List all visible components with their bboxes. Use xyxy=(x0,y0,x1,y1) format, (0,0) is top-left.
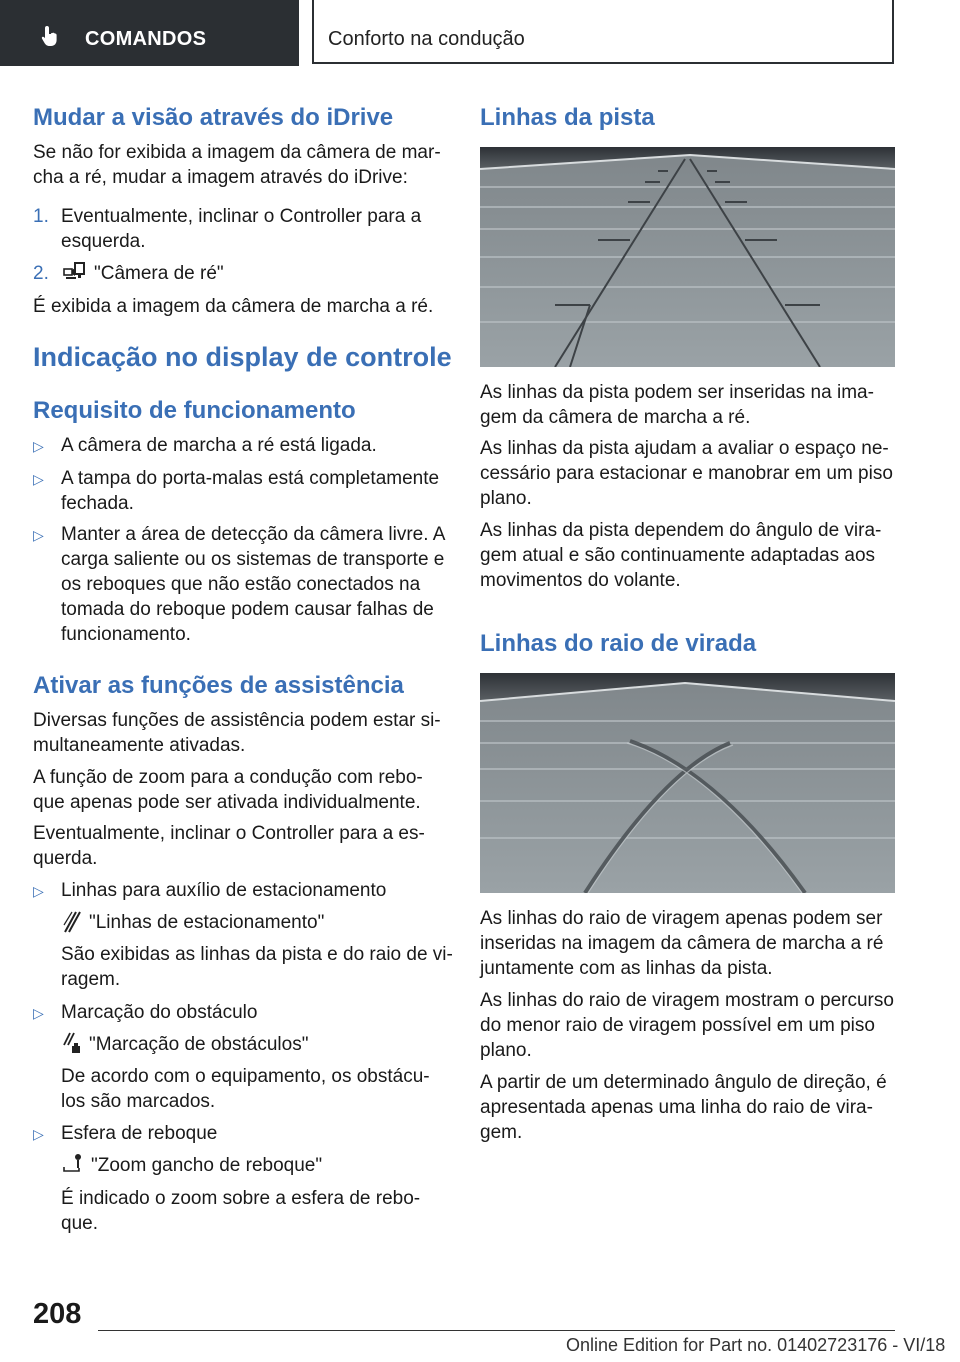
page-number: 208 xyxy=(33,1298,82,1330)
f3-desc-line-2: que. xyxy=(61,1213,98,1234)
assist-line-2: multaneamente ativadas. xyxy=(33,735,246,756)
req-3-line-4: tomada do reboque podem causar falhas de xyxy=(61,599,434,620)
tab-section-label: Conforto na condução xyxy=(328,28,525,50)
req-2-line-1: A tampa do porta-malas está completamente xyxy=(61,468,440,489)
r-p3-line-3: movimentos do volante. xyxy=(480,570,681,591)
r-p2-line-1: As linhas da pista ajudam a avaliar o espaço ne- xyxy=(480,438,889,459)
bullet-triangle-icon: ▷ xyxy=(33,1126,44,1142)
f2-desc-line-2: los são marcados. xyxy=(61,1091,216,1112)
heading-turning-radius: Linhas do raio de virada xyxy=(480,630,757,657)
heading-activate-assist: Ativar as funções de assistência xyxy=(33,672,404,699)
f2-menu: "Marcação de obstáculos" xyxy=(89,1034,309,1055)
req-3-line-3: os reboques que não estão conectados na xyxy=(61,574,421,595)
f1-menu: "Linhas de estacionamento" xyxy=(89,912,325,933)
heading-display-indication: Indicação no display de controle xyxy=(33,342,452,372)
r-p2-line-2: cessário para estacionar e manobrar em um piso xyxy=(480,463,893,484)
f1-desc-line-2: ragem. xyxy=(61,969,121,990)
turning-radius-figure xyxy=(480,673,895,893)
tilt-line-2: querda. xyxy=(33,848,98,869)
step-2-number: 2. xyxy=(33,263,49,284)
f3-desc-line-1: É indicado o zoom sobre a esfera de rebo- xyxy=(61,1188,421,1209)
hand-pointer-icon xyxy=(38,24,62,48)
req-3-line-1: Manter a área de detecção da câmera livre. A xyxy=(61,524,446,545)
r-p3-line-1: As linhas da pista dependem do ângulo de vira- xyxy=(480,520,882,541)
tab-section[interactable] xyxy=(312,0,894,64)
assist-line-1: Diversas funções de assistência podem estar si- xyxy=(33,710,441,731)
f3-menu: "Zoom gancho de reboque" xyxy=(91,1155,323,1176)
footer-edition: Online Edition for Part no. 01402723176 - VI/18 xyxy=(566,1335,946,1355)
f2-desc-line-1: De acordo com o equipamento, os obstácu- xyxy=(61,1066,430,1087)
page-header xyxy=(0,0,960,66)
heading-change-view: Mudar a visão através do iDrive xyxy=(33,104,394,131)
zoom-line-2: que apenas pode ser ativada individualmente. xyxy=(33,792,421,813)
r-p2-line-3: plano. xyxy=(480,488,532,509)
tilt-line-1: Eventualmente, inclinar o Controller para a es- xyxy=(33,823,425,844)
r-p4-line-2: inseridas na imagem da câmera de marcha a ré xyxy=(480,933,884,954)
r-p6-line-3: gem. xyxy=(480,1122,523,1143)
intro-line-1: Se não for exibida a imagem da câmera de mar- xyxy=(33,142,441,163)
r-p5-line-2: do menor raio de viragem possível em um piso xyxy=(480,1015,875,1036)
bullet-triangle-icon: ▷ xyxy=(33,438,44,454)
tow-hitch-icon xyxy=(62,1153,84,1175)
step-1-line-1: Eventualmente, inclinar o Controller para a xyxy=(61,206,422,227)
heading-lane-lines: Linhas da pista xyxy=(480,104,655,131)
reverse-camera-icon xyxy=(62,262,86,282)
bullet-triangle-icon: ▷ xyxy=(33,527,44,543)
r-p4-line-3: juntamente com as linhas da pista. xyxy=(480,958,773,979)
bullet-triangle-icon: ▷ xyxy=(33,1005,44,1021)
obstacle-marking-icon xyxy=(62,1032,82,1054)
step-2-text: "Câmera de ré" xyxy=(94,263,224,284)
parking-lines-icon xyxy=(62,911,82,933)
r-p6-line-1: A partir de um determinado ângulo de direção, é xyxy=(480,1072,887,1093)
r-p4-line-1: As linhas do raio de viragem apenas podem ser xyxy=(480,908,883,929)
tab-commands[interactable] xyxy=(0,0,299,66)
req-3-line-5: funcionamento. xyxy=(61,624,191,645)
bullet-triangle-icon: ▷ xyxy=(33,471,44,487)
r-p1-line-2: gem da câmera de marcha a ré. xyxy=(480,407,751,428)
req-3-line-2: carga saliente ou os sistemas de transporte e xyxy=(61,549,445,570)
step-1-line-2: esquerda. xyxy=(61,231,146,252)
req-1: A câmera de marcha a ré está ligada. xyxy=(61,435,377,456)
r-p6-line-2: apresentada apenas uma linha do raio de vira- xyxy=(480,1097,873,1118)
tab-commands-label: COMANDOS xyxy=(85,28,207,50)
heading-requirement: Requisito de funcionamento xyxy=(33,397,356,424)
lane-lines-figure xyxy=(480,147,895,367)
r-p1-line-1: As linhas da pista podem ser inseridas na ima- xyxy=(480,382,874,403)
req-2-line-2: fechada. xyxy=(61,493,134,514)
step-1-number: 1. xyxy=(33,206,49,227)
footer-divider xyxy=(98,1330,895,1331)
f2-title: Marcação do obstáculo xyxy=(61,1002,258,1023)
r-p5-line-3: plano. xyxy=(480,1040,532,1061)
f1-desc-line-1: São exibidas as linhas da pista e do raio de vi- xyxy=(61,944,453,965)
zoom-line-1: A função de zoom para a condução com rebo- xyxy=(33,767,423,788)
f3-title: Esfera de reboque xyxy=(61,1123,218,1144)
bullet-triangle-icon: ▷ xyxy=(33,883,44,899)
r-p3-line-2: gem atual e são continuamente adaptadas aos xyxy=(480,545,876,566)
f1-title: Linhas para auxílio de estacionamento xyxy=(61,880,387,901)
intro-line-2: cha a ré, mudar a imagem através do iDrive: xyxy=(33,167,408,188)
r-p5-line-1: As linhas do raio de viragem mostram o percurso xyxy=(480,990,894,1011)
result-text: É exibida a imagem da câmera de marcha a ré. xyxy=(33,296,434,317)
